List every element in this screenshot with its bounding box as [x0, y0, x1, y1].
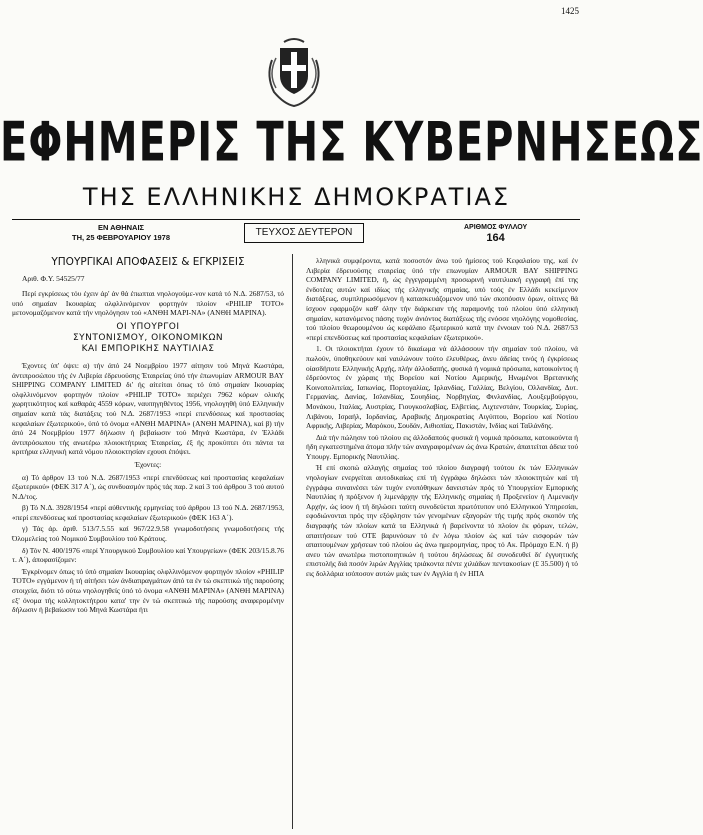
body-paragraph: 1. Οι πλοιοκτήται έχουν τό δικαίωμα νά άλλάσσουν τήν σημαίαν τού πλοίου, νά πωλούν, ύποθηκεύουν καί ναυλώνουν τούτο έλευθέρως, άνευ άδείας τινός ή έγκρίσεως οίασδήποτε Ελληνικής Αρχής, πλήν άλλοδαπής, φυσικά ή νομικά πρόσωπα, κατοικοίντος ή έδρεύοντος έν χώραις τής Βορείου καί Νοτίου Αμερικής, Ηνωμένοι Βρετανικής Κοινοπολιτείας, Ιαπωνίας, Πορτογαλίας, Ιρλανδίας, Γαλλίας, Βελγίου, Ολλανδίας, Δυτ. Γερμανίας, Δανίας, Ισλανδίας, Σουηδίας, Νορβηγίας, Φινλανδίας, Λουξεμβούργου, Μονάκου, Ιταλίας, Αυστρίας, Γιουγκοσλαβίας, Ελβετίας, Λιχτενστάιν, Τουρκίας, Συρίας, Λιβάνου, Ισραήλ, Ιορδανίας, Αραβικής Δημοκρατίας Αιγύπτου, Βορείου καί Νοτίου Αφρικής, Λιβερίας, Μαρόκου, Σουδάν, Αιθιοπίας, Πακιστάν, Ινδίας καί Ταϊλάνδης. — [306, 344, 578, 431]
gazette-title: ΕΦΗΜΕΡΙΣ ΤΗΣ ΚΥΒΕΡΝΗΣΕΩΣ — [0, 112, 703, 175]
body-paragraph: Ή επί σκοπώ αλλαγής σημαίας τού πλοίου διαγραφή τούτου έκ τών Ελληνικών νηολογίων ενεργείται αυτοδικαίως επί τή έγγράφω δηλώσει τών πλοιοκτητών καί τή έγγράφω συναινέσει τών τυχόν ενυπόθηκων δανειστών πρός τό Υπουργείον Εμπορικής Ναυτιλίας ή πρόξενον ή λιμενάρχην τής Ελληνικής σημαίας ή Προξενείον ή Λιμενικήν Αρχήν, ώς ίσον ή τή δηλώσει ταύτη συνοδεύεται πρωτότυπον υπό Ελληνικού Υπηρεσίαι, εφοδιώνονται πρός την εξόφλησιν τών γενομένων εξαγορών τής τιμής πρός σκοπόν τής διαγραφής τών πλοίων κατά τα Ελληνικά ή βαρείνοντα τό πλοίον έκ φόρων, τελών, απαιτήσεων τού ΟΤΕ βαρυνόσων τό έν λόγω πλοίον ώς καί τών εισφορών τών απαιτουμένων χρήσεων τού πλοίου ώς άνω ημερομηνίας, προς τό Ακ. Πρόμαχο Ε.Ν. ή β) ανευ τών ανωτέρω πιστοποιητικών ή τούτου δηλώσεως δέ συνοδευθεί δι' έγγυητικής επιστολής διά ποσόν λιρών Αγγλίας τριάκοντα πέντε χιλιάδων πεντακοσίων (£ 35.500) ή τό εις δολλάρια ισόποσον αυτών μιάς των έν Αγγλία ή έν ΗΠΑ — [306, 463, 578, 578]
section-title: ΥΠΟΥΡΓΙΚΑΙ ΑΠΟΦΑΣΕΙΣ & ΕΓΚΡΙΣΕΙΣ — [51, 256, 245, 268]
greek-coat-of-arms-icon — [262, 36, 326, 108]
left-column — [12, 258, 284, 617]
right-column — [306, 256, 578, 581]
sheet-number-label: ΑΡΙΘΜΟΣ ΦΥΛΛΟΥ — [464, 224, 528, 231]
legal-item: α) Τό άρθρον 13 τού Ν.Δ. 2687/1953 «περί επενδύσεως καί προστασίας κεφαλαίων έξωτερικού» (ΦΕΚ 317 Α΄), ώς συνδυασμόν πρός τάς παρ. 2 καί 3 τού άρθρου 3 τού αυτού Ν.Δ/τος. — [12, 472, 284, 501]
authority-line: ΟΙ ΥΠΟΥΡΓΟΙ — [116, 321, 180, 332]
issue-series: ΤΕΥΧΟΣ ΔΕΥΤΕΡΟΝ — [244, 223, 364, 243]
gazette-subtitle: ΤΗΣ ΕΛΛΗΝΙΚΗΣ ΔΗΜΟΚΡΑΤΙΑΣ — [82, 183, 511, 211]
decision-reference: Αριθ. Φ.Υ. 54525/77 — [22, 273, 85, 283]
masthead-bar — [12, 219, 580, 246]
legal-item: γ) Τάς άρ. άριθ. 513/7.5.55 καί 967/22.9.58 γνωμοδοτήσεις γνωμοδοτήσεις τής Όλομελείας τού Νομικού Συμβουλίου τού Κράτους. — [12, 524, 284, 544]
body-paragraph: λληνικά συμφέροντα, κατά ποσοστόν άνω τού ήμίσεος τού Κεφαλαίου της, καί έν Λιβερία έδρευούσης εταιρείας ύπό τήν επωνυμίαν ARMOUR BAY SHIPPING COMPANY LIMITED, ή, ώς έγγεγραμμένη προσωρινή ναυτιλιακή εγγραφή έπί της ένδοτέας αυτών καί ιδίως τής ελληνικής σημαίας, υπό τούς έν Ελλάδι κεκείμενον διατάξεως, συμπληρωσόμενον ή κατασκευάζομενον υπό τών σκοπόυσιν όρων, οίτινες θά ίσχυον εφαρμοζόν καθ' όλην τήν διάρκειαν τής παραμονής τού πλοίου ύπό ελληνική σημαίαν, κατανόμενος πάσης τυχόν άνιόντος διατάξεως τής ενόσσε νηολόγης νομοθεσίας, τού πλοίου θεωρουμένου ώς κεφάλαιο έξωτερικού κατά την έννοιαν τού Ν.Δ. 2687/53 «περί επενδύσεως καί προστασίας κεφαλαίων έξωτερικού». — [306, 256, 578, 342]
legal-item: δ) Τόν Ν. 400/1976 «περί Υπουργικού Συμβουλίου καί Υπουργείων» (ΦΕΚ 203/15.8.76 τ. Α΄), άποφασίζομεν: — [12, 545, 284, 565]
legal-item: β) Τό Ν.Δ. 3928/1954 «περί αύθεντικής ερμηνείας τού άρθρου 13 τού Ν.Δ. 2687/1953, «περί επενδύσεως καί προστασίας κεφαλαίων έξωτερικού» (ΦΕΚ 163 Α΄). — [12, 503, 284, 522]
issue-date: ΤΗ, 25 ΦΕΒΡΟΥΑΡΙΟΥ 1978 — [72, 233, 171, 242]
page-number: 1425 — [561, 6, 579, 16]
place-label: ΕΝ ΑΘΗΝΑΙΣ — [97, 223, 145, 232]
body-paragraph: Διά τήν πώλησιν τού πλοίου εις άλλοδαπούς φυσικά ή νομικά πρόσωπα, κατοικούντα ή ήδη εγκατεστημένα άτομα πλήν τών αναγραφομένων ώς άνω Κρατών, άπαιτείται άδεια τού Υπουργ. Εμπορικής Ναυτιλίας. — [306, 432, 578, 461]
authority-line: ΚΑΙ ΕΜΠΟΡΙΚΗΣ ΝΑΥΤΙΛΙΑΣ — [81, 343, 215, 354]
column-divider — [292, 254, 293, 829]
legal-item: Έγκρίνομεν όπως τό ύπό σημαίαν Ικουαρίας ολφλλινόμενον φορτηγόν πλοίον «PHILIP ΤΟΤΟ» εγγάμενον ή τή αίτήσει τών άνδιαπραγμάτων άπό τα έν τώ σκεπτικώ τής παρούσης στοιχεία, διότι τό ούτω νηολογηθείς ύπό τό όνομα «ΑΝΘΗ ΜΑΡΙΝΑ» (ΑΝΘΗ ΜΑΡΙΝΑ) εξ' όνομα τής κολλητοκτήτρου κατα' την έν τώ σκεπτικώ τής παρούσης αναφερομένην δήλωσιν ή βεβαίωσιν τού Μηνά Κωστάρα ήτι — [12, 566, 284, 615]
decision-body: Έχοντες ύπ' όψει: α) τήν άπό 24 Νοεμβρίου 1977 αίτησιν τού Μηνά Κωστάρα, άντιπροσώπου τής έν Λιβερία έδρευούσης Έταιρείας ύπό τήν έπωνυμίαν ARMOUR BAY SHIPPING COMPANY LIMITED δι' ής αίτείται όπως τό ύπό σημαίαν Ικουαρίας ολφλλινόμενον φορτηγόν πλοίον «PHILIP ΤΟΤΟ» περιέχει 7962 κόρων ολικής χωρητικότητος καί καθαράς 4559 κόρων, ναυπηγηθέντος 1956, νηολογηθή ύπό Ελληνικήν σημαίαν κατά τάς διατάξεις τού Ν.Δ. 2687/1953 «περί επενδύσεως καί προστασίας κεφαλαίων έξωτερικού», ύπό τό όνομα «ΑΝΘΗ ΜΑΡΙΝΑ» (ΑΝΘΗ ΜΑΡΙΝΑ), καί β) τήν άπό 24 Νοεμβρίου 1977 δήλωσιν ή βεβαίωσιν τού Μηνά Κωστάρα, έν Έλλάδι άντιπρόσωπου τής ανωτέρω πλοιοκτήτριας Έταιρείας, έξ ής προκύπτει ότι πάντα τα κριτήρια ελληνική κατά νόμου πλοιοκτησίαν εχουσι έπόψει. — [12, 360, 284, 457]
sheet-number: 164 — [486, 232, 505, 244]
authority-line: ΣΥΝΤΟΝΙΣΜΟΥ, ΟΙΚΟΝΟΜΙΚΩΝ — [72, 332, 224, 343]
place-date — [72, 223, 170, 243]
decision-intro: Περί εγκρίσεως τόυ έχειν άρ' άν θά έπωπται νηολογούμε-νον κατά τό Ν.Δ. 2687/53, τό υπό σημαίαν Ικουαρίας ολφλλινόμενον φορτηγόν πλοίον «PHILIP ΤΟΤΟ» μετονομαζόμενον κατά τήν νηολόγησιν τού «ΑΝΘΗ ΜΑΡΙ-ΝΑ» (ΑΝΘΗ ΜΑΡΙΝΑ). — [12, 289, 284, 318]
considering-heading: Έχοντες: — [134, 459, 162, 469]
sheet-number-block — [464, 223, 527, 243]
authority-heading — [12, 322, 284, 355]
